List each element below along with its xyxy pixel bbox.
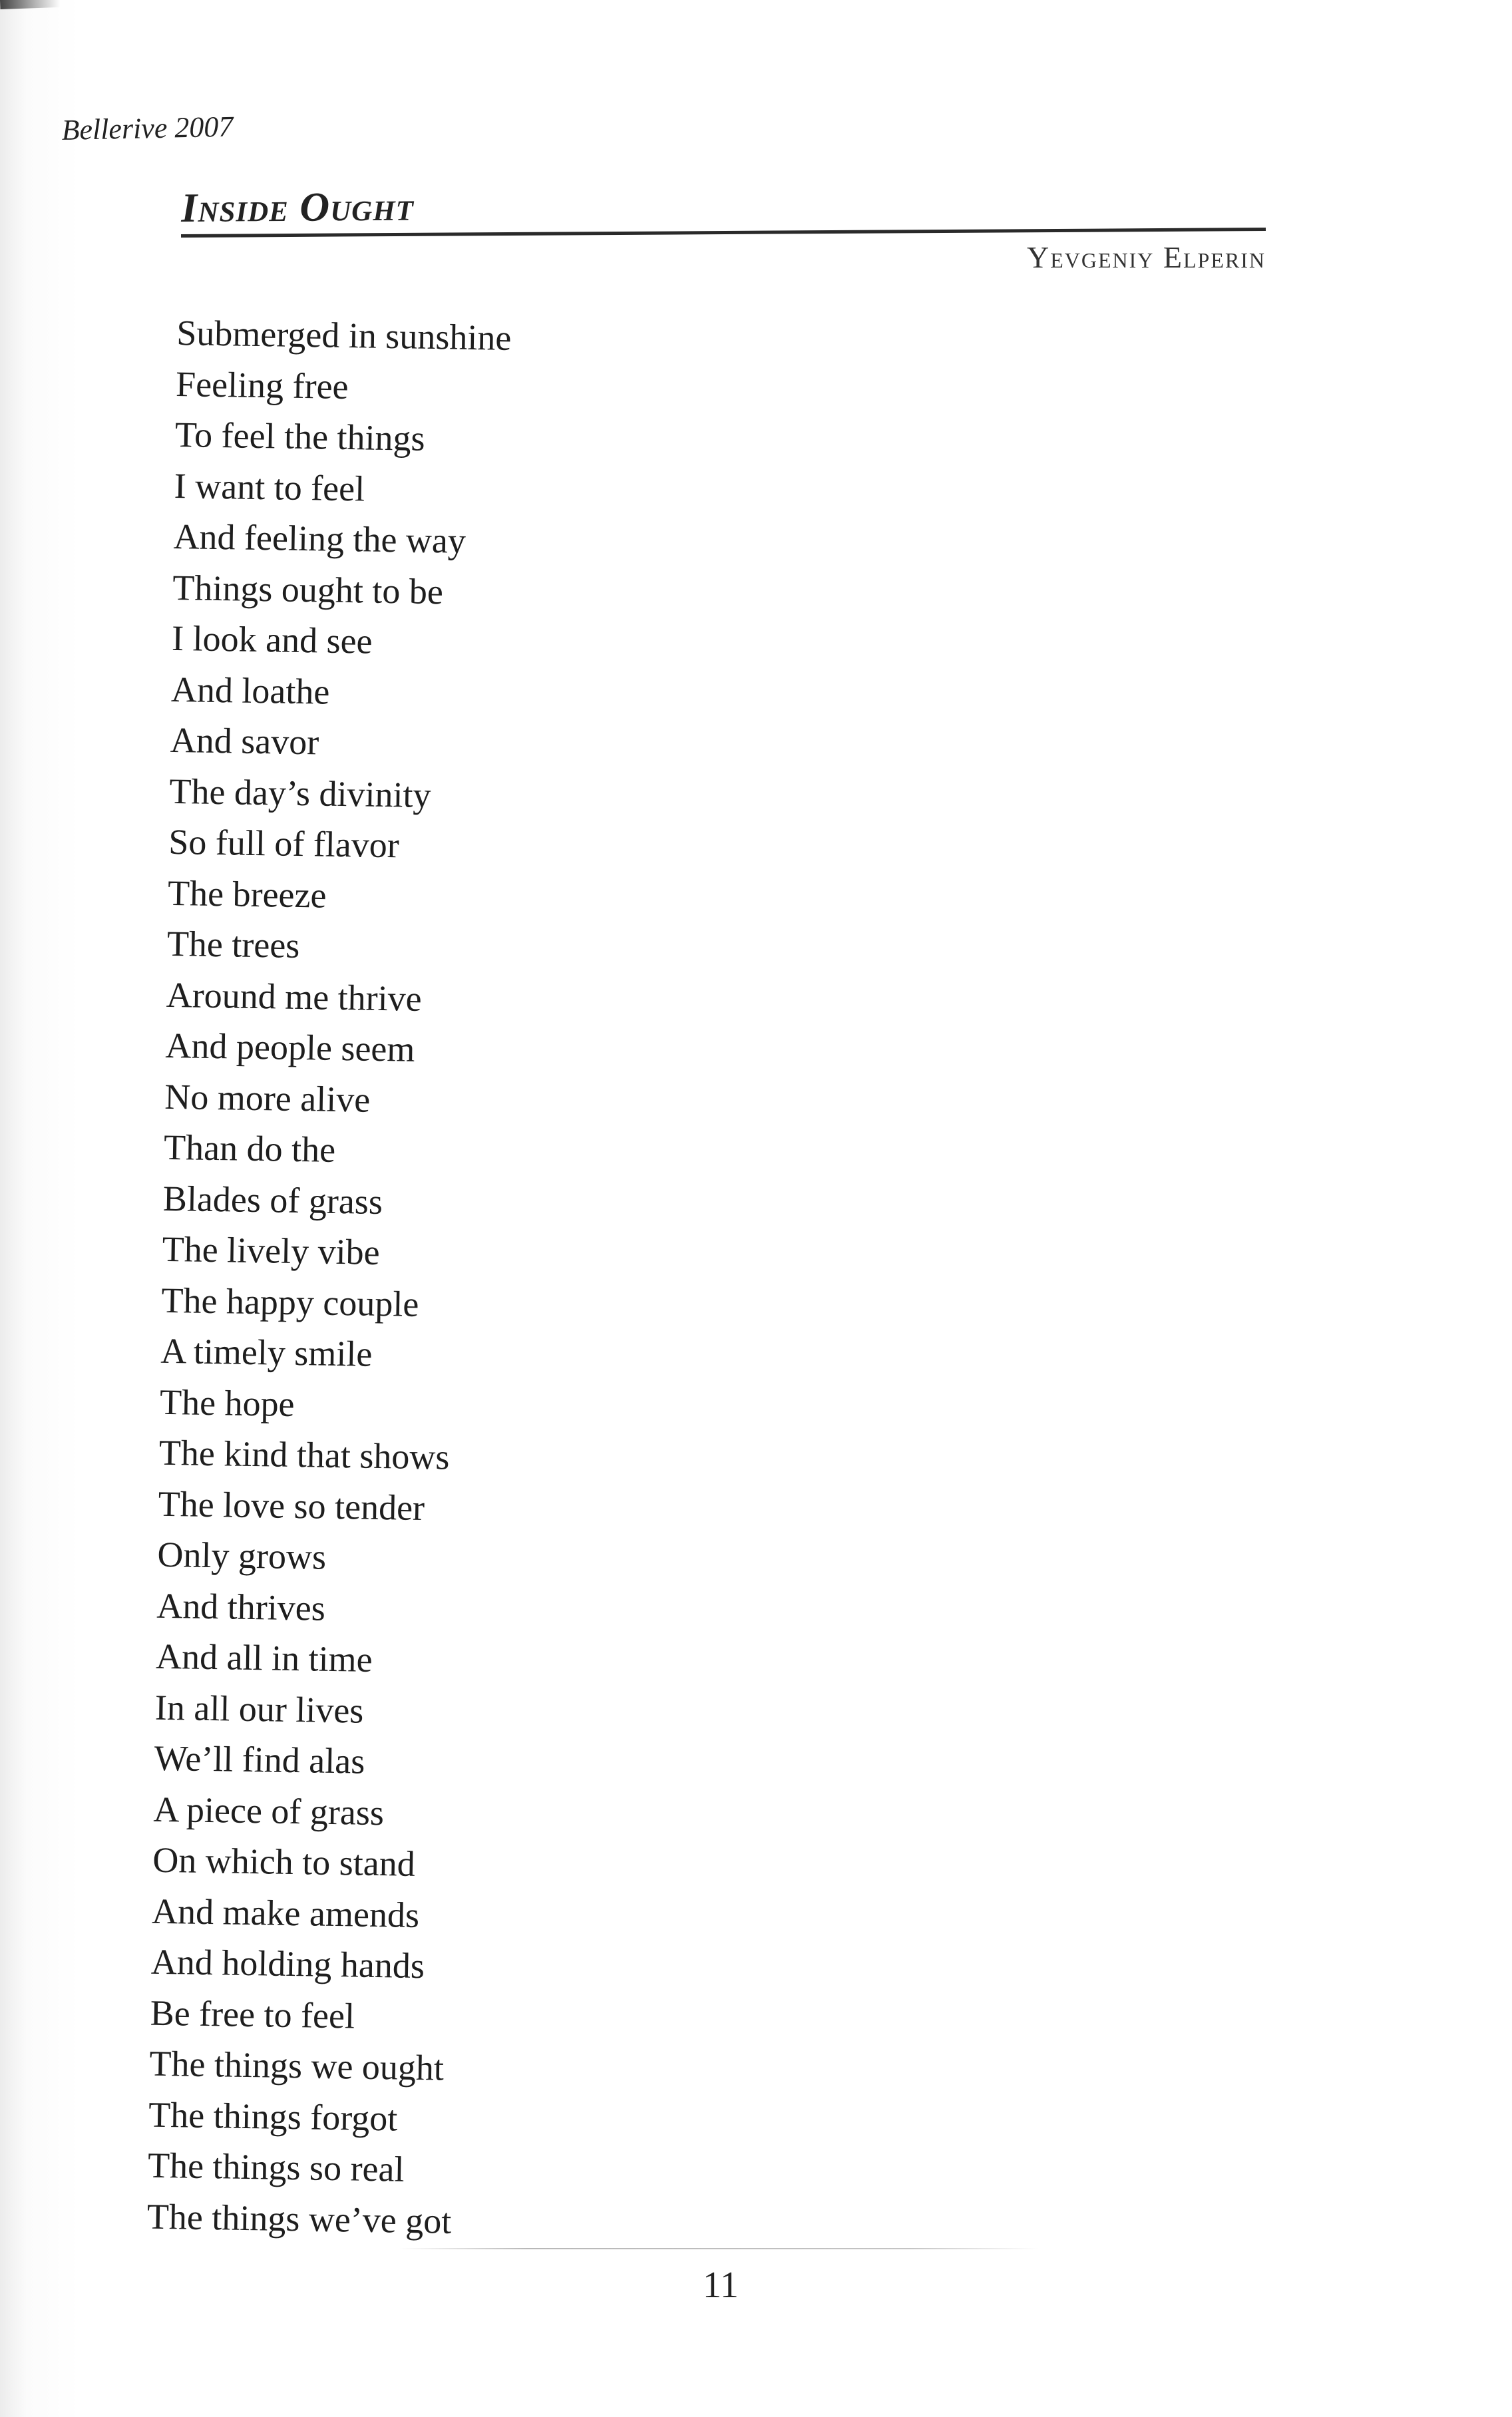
poem-line: The things forgot (148, 2094, 398, 2139)
poem-line: The happy couple (161, 1280, 419, 1324)
poem-line: Blades of grass (162, 1178, 383, 1222)
poem-line: On which to stand (152, 1839, 416, 1884)
poem-line: I want to feel (174, 465, 365, 508)
poem-line: The things we ought (149, 2043, 445, 2088)
poem-line: The lively vibe (162, 1228, 381, 1272)
poem-line: No more alive (164, 1076, 371, 1120)
poem-line: Only grows (157, 1534, 327, 1577)
poem-line: The day’s divinity (169, 771, 431, 815)
poem-line: Submerged in sunshine (176, 312, 512, 358)
poem-line: The things we’ve got (146, 2196, 452, 2241)
poem-line: The things so real (147, 2145, 405, 2189)
poem-title: Inside Ought (181, 184, 415, 231)
poem-line: The love so tender (158, 1483, 425, 1528)
footer-rule (399, 2248, 1038, 2249)
poem-line: In all our lives (154, 1687, 364, 1731)
poem-line: And thrives (156, 1585, 326, 1628)
poem-line: The hope (159, 1382, 295, 1424)
page-corner-shadow (0, 0, 60, 9)
poem-line: And feeling the way (173, 516, 467, 561)
poem-line: Be free to feel (150, 1992, 355, 2036)
poem-line: And make amends (151, 1891, 420, 1935)
poem-line: The kind that shows (158, 1432, 450, 1477)
poem-line: Than do the (163, 1127, 336, 1170)
poem-line: Feeling free (175, 363, 349, 407)
poem-line: Around me thrive (166, 974, 423, 1019)
running-head: Bellerive 2007 (61, 110, 234, 146)
poem-line: The breeze (167, 872, 327, 916)
poem-line: A timely smile (160, 1330, 373, 1374)
page-number: 11 (703, 2265, 739, 2306)
poem-line: And all in time (155, 1636, 373, 1680)
poem-line: And savor (170, 719, 319, 763)
poem-line: The trees (166, 923, 300, 966)
poem-line: So full of flavor (168, 821, 400, 866)
poem-author: Yevgeniy Elperin (1026, 240, 1266, 274)
poem-line: A piece of grass (153, 1789, 385, 1833)
poem-line: I look and see (171, 618, 373, 661)
poem-line: Things ought to be (172, 567, 444, 612)
poem-line: And loathe (170, 669, 330, 712)
poem-line: We’ll find alas (154, 1738, 365, 1781)
poem-line: And people seem (165, 1025, 415, 1069)
poem-line: And holding hands (150, 1941, 425, 1986)
poem-line: To feel the things (174, 414, 426, 459)
poem-body (146, 307, 512, 2247)
